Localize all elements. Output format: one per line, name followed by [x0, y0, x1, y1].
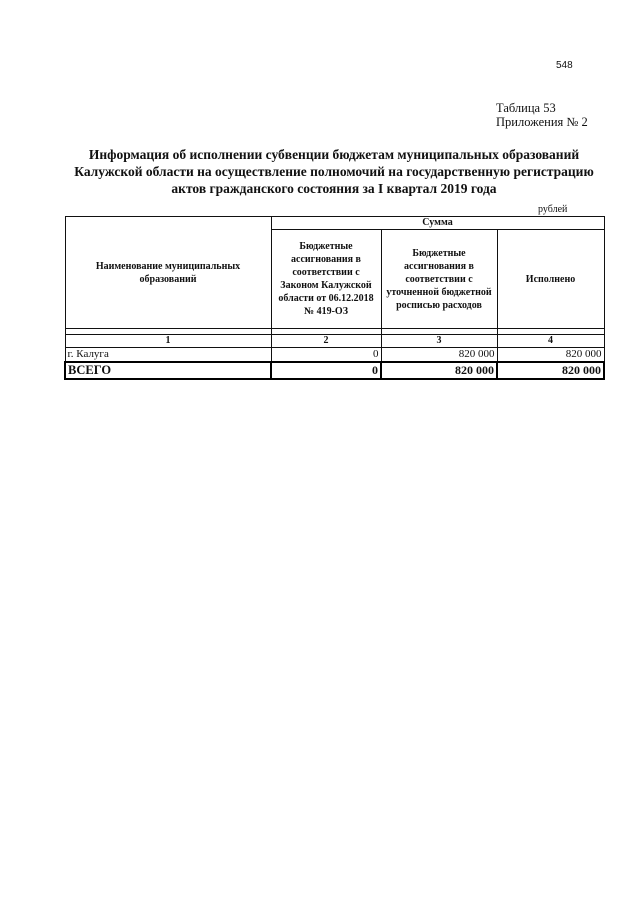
column-index-1: 1	[65, 335, 271, 348]
units-label: рублей	[538, 204, 568, 215]
header-row-top	[65, 217, 604, 230]
column-index-2: 2	[271, 335, 381, 348]
header-executed: Исполнено	[497, 230, 604, 329]
municipality-name: г. Калуга	[65, 348, 271, 363]
header-refined-allocations: Бюджетные ассигнования в соответствии с уточненной бюджетной росписью расходов	[381, 230, 497, 329]
column-index-4: 4	[497, 335, 604, 348]
title-line-2: Калужской области на осуществление полномочий на государственную регистрацию	[74, 164, 594, 179]
executed-value: 820 000	[497, 348, 604, 363]
column-index-row	[65, 335, 604, 348]
subvention-table	[64, 216, 605, 380]
refined-allocation-value: 820 000	[381, 348, 497, 363]
total-law-allocation: 0	[271, 362, 381, 379]
table-number: Таблица 53	[496, 101, 556, 115]
table-reference	[496, 101, 588, 129]
document-title	[64, 146, 604, 197]
total-row	[65, 362, 604, 379]
appendix-number: Приложения № 2	[496, 115, 588, 129]
header-municipality: Наименование муниципальных образований	[65, 217, 271, 329]
page-number: 548	[556, 60, 573, 71]
header-law-allocations: Бюджетные ассигнования в соответствии с Законом Калужской области от 06.12.2018 № 419-ОЗ	[271, 230, 381, 329]
total-refined-allocation: 820 000	[381, 362, 497, 379]
title-line-1: Информация об исполнении субвенции бюджетам муниципальных образований	[88, 147, 580, 162]
total-executed: 820 000	[497, 362, 604, 379]
column-index-3: 3	[381, 335, 497, 348]
law-allocation-value: 0	[271, 348, 381, 363]
total-label: ВСЕГО	[65, 362, 271, 379]
header-sum: Сумма	[271, 217, 604, 230]
table-row	[65, 348, 604, 363]
title-line-3: актов гражданского состояния за I квартал 2019 года	[171, 181, 497, 196]
